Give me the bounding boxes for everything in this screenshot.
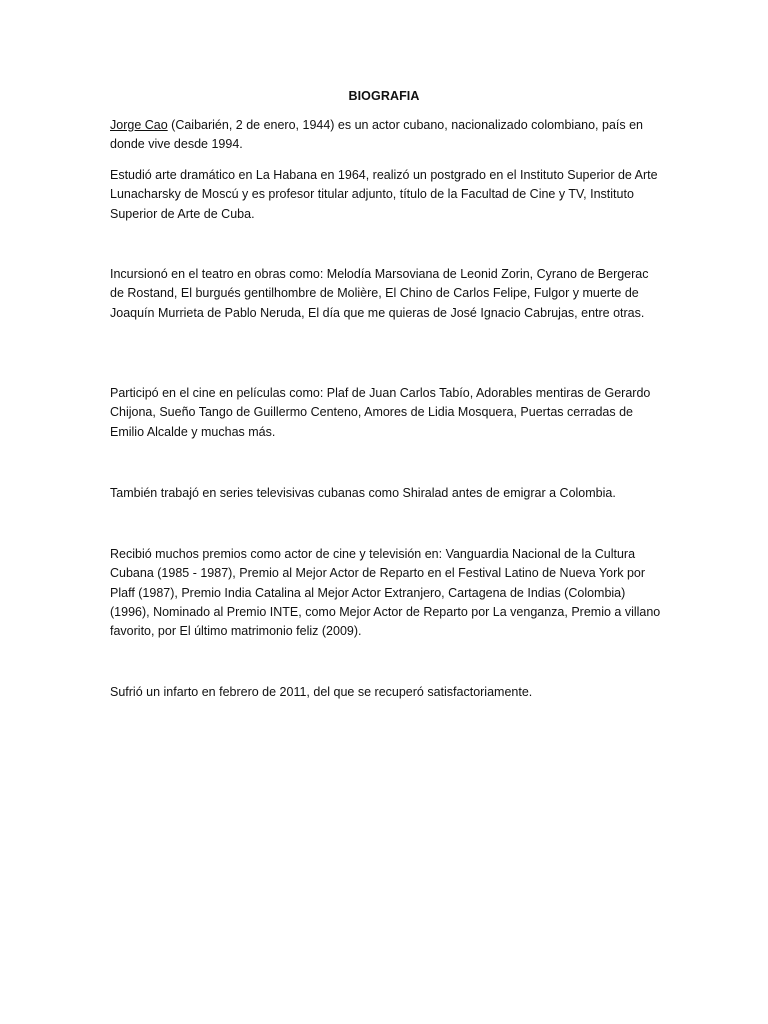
education-paragraph: Estudió arte dramático en La Habana en 1964, realizó un postgrado en el Instituto Superior de Arte Lunacharsky de Moscú y es profesor titular adjunto, título de la Facultad de Cine y TV, Instituto Superior de Arte de Cuba. bbox=[110, 168, 658, 221]
intro-text: (Caibarién, 2 de enero, 1944) es un actor cubano, nacionalizado colombiano, país en donde vive desde 1994. bbox=[110, 118, 643, 152]
health-paragraph: Sufrió un infarto en febrero de 2011, del que se recuperó satisfactoriamente. bbox=[110, 685, 533, 699]
subject-name: Jorge Cao bbox=[110, 118, 168, 132]
intro-paragraph bbox=[110, 116, 662, 155]
document-title: BIOGRAFIA bbox=[348, 89, 420, 103]
television-paragraph: También trabajó en series televisivas cubanas como Shiralad antes de emigrar a Colombia. bbox=[110, 486, 616, 500]
cinema-paragraph: Participó en el cine en películas como: Plaf de Juan Carlos Tabío, Adorables mentiras de Gerardo Chijona, Sueño Tango de Guillermo Centeno, Amores de Lidia Mosquera, Puertas cerradas de Emilio Alcalde y muchas más. bbox=[110, 386, 651, 439]
theater-paragraph: Incursionó en el teatro en obras como: Melodía Marsoviana de Leonid Zorin, Cyrano de Bergerac de Rostand, El burgués gentilhombre de Molière, El Chino de Carlos Felipe, Fulgor y muerte de Joaquín Murrieta de Pablo Neruda, El día que me quieras de José Ignacio Cabrujas, entre otras. bbox=[110, 267, 649, 320]
awards-paragraph: Recibió muchos premios como actor de cine y televisión en: Vanguardia Nacional de la Cultura Cubana (1985 - 1987), Premio al Mejor Actor de Reparto en el Festival Latino de Nueva York por Plaff (1987), Premio India Catalina al Mejor Actor Extranjero, Cartagena de Indias (Colombia) (1996), Nominado al Premio INTE, como Mejor Actor de Reparto por La venganza, Premio a villano favorito, por El último matrimonio feliz (2009). bbox=[110, 547, 661, 639]
